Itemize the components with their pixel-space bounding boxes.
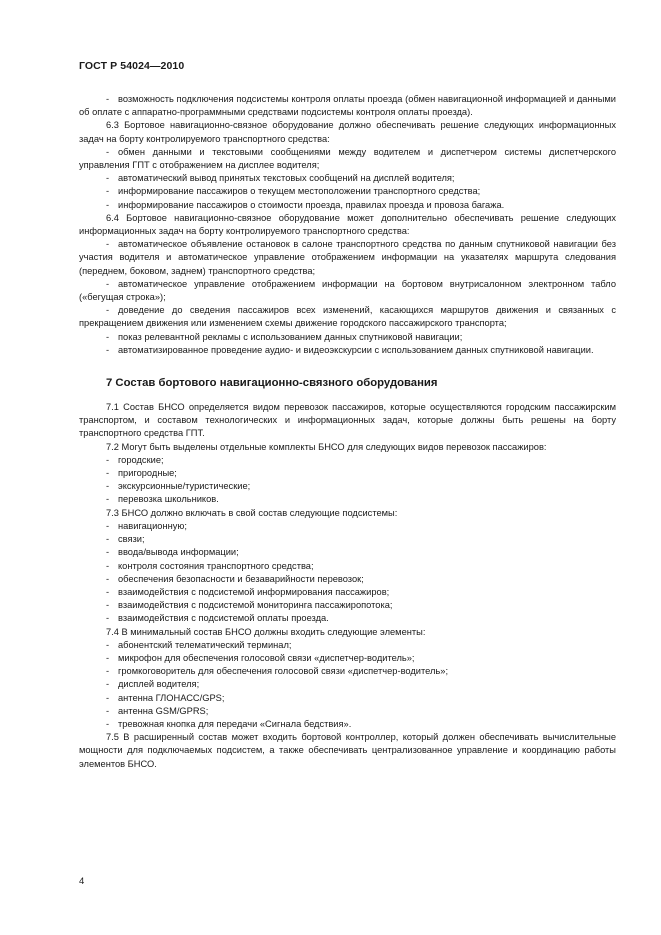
list-item [79,586,616,599]
list-dash: - [106,146,110,157]
list-item [79,533,616,546]
document-body [79,93,616,771]
list-dash: - [106,454,110,465]
list-dash: - [106,586,110,597]
paragraph-text: дисплей водителя; [118,679,200,690]
paragraph-text: 7.2 Могут быть выделены отдельные комплекты БНСО для следующих видов перевозок пассажиров: [106,441,547,452]
list-dash: - [106,331,110,342]
list-dash: - [106,534,110,545]
paragraph [79,731,616,771]
list-dash: - [106,305,110,316]
list-item [79,93,616,119]
list-dash: - [106,666,110,677]
paragraph-text: перевозка школьников. [118,494,219,505]
paragraph-text: ввода/вывода информации; [118,547,239,558]
page-number: 4 [79,876,85,887]
list-item [79,344,616,357]
list-dash: - [106,613,110,624]
paragraph-text: связи; [118,534,145,545]
paragraph-text: громкоговоритель для обеспечения голосовой связи «диспетчер-водитель»; [118,666,449,677]
list-item [79,718,616,731]
section-heading-text: 7 Состав бортового навигационно-связного оборудования [106,377,438,390]
list-dash: - [106,173,110,184]
paragraph-text: 6.3 Бортовое навигационно-связное оборудование должно обеспечивать решение следующих информационных задач на борту контролируемого транспортного средства: [79,120,616,144]
list-dash: - [106,679,110,690]
list-dash: - [106,705,110,716]
paragraph-text: взаимодействия с подсистемой мониторинга пассажиропотока; [118,600,393,611]
list-dash: - [106,573,110,584]
document-header: ГОСТ Р 54024—2010 [79,60,185,72]
paragraph-text: 7.3 БНСО должно включать в свой состав следующие подсистемы: [106,507,398,518]
paragraph-text: автоматическое управление отображением информации на бортовом внутрисалонном электронном табло («бегущая строка»); [79,278,616,303]
list-item [79,304,616,330]
list-dash: - [106,692,110,703]
paragraph-text: городские; [118,454,164,465]
list-dash: - [106,639,110,650]
list-item [79,520,616,533]
paragraph [79,507,616,520]
list-item [79,599,616,612]
list-dash: - [106,199,110,210]
paragraph-text: автоматизированное проведение аудио- и видеоэкскурсии с использованием данных спутниковой навигации. [118,344,594,355]
paragraph-text: показ релевантной рекламы с использованием данных спутниковой навигации; [118,331,463,342]
list-item [79,278,616,304]
list-item [79,665,616,678]
list-dash: - [106,600,110,611]
list-item [79,560,616,573]
paragraph-text: экскурсионные/туристические; [118,481,251,492]
paragraph-text: обмен данными и текстовыми сообщениями между водителем и диспетчером системы диспетчерского управления ГПТ с отображением на дисплее водителя; [79,146,616,171]
list-dash: - [106,239,110,250]
paragraph-text: обеспечения безопасности и безаварийности перевозок; [118,573,364,584]
paragraph-text: возможность подключения подсистемы контроля оплаты проезда (обмен навигационной информацией и данными об оплате с аппаратно-программными средствами подсистемы контроля оплаты проезда). [79,94,616,118]
list-dash: - [106,520,110,531]
paragraph-text: навигационную; [118,520,187,531]
paragraph-text: автоматическое объявление остановок в салоне транспортного средства по данным спутниковой навигации без участия водителя и автоматическое управление отображением информации на указателях маршрута следования (переднем, боковом, заднем) транспортного средства; [79,239,616,276]
list-item [79,573,616,586]
list-item [79,172,616,185]
list-item [79,652,616,665]
list-item [79,705,616,718]
paragraph-text: тревожная кнопка для передачи «Сигнала бедствия». [118,718,352,729]
list-item [79,146,616,172]
list-item [79,678,616,691]
paragraph-text: пригородные; [118,468,177,479]
list-dash: - [106,186,110,197]
paragraph-text: автоматический вывод принятых текстовых сообщений на дисплей водителя; [118,173,455,184]
list-item [79,493,616,506]
list-dash: - [106,494,110,505]
paragraph-text: антенна ГЛОНАСС/GPS; [118,692,225,703]
paragraph-text: 7.1 Состав БНСО определяется видом перевозок пассажиров, которые осуществляются городским пассажирским транспортом, и составом технологических и информационных задач, которые должны быть решены на борту транспортного средства ГПТ. [79,402,616,439]
paragraph-text: антенна GSM/GPRS; [118,705,209,716]
list-dash: - [106,344,110,355]
list-dash: - [106,547,110,558]
list-item [79,185,616,198]
paragraph-text: микрофон для обеспечения голосовой связи «диспетчер-водитель»; [118,652,415,663]
paragraph [79,212,616,238]
paragraph [79,401,616,441]
list-item [79,199,616,212]
list-dash: - [106,560,110,571]
list-item [79,331,616,344]
list-dash: - [106,278,110,289]
section-heading [79,376,616,390]
paragraph-text: взаимодействия с подсистемой информирования пассажиров; [118,586,390,597]
list-item [79,612,616,625]
paragraph-text: взаимодействия с подсистемой оплаты проезда. [118,613,329,624]
paragraph-text: информирование пассажиров о текущем местоположении транспортного средства; [118,186,481,197]
list-item [79,454,616,467]
list-dash: - [106,468,110,479]
paragraph-text: абонентский телематический терминал; [118,639,292,650]
list-dash: - [106,481,110,492]
list-item [79,480,616,493]
list-dash: - [106,652,110,663]
list-item [79,467,616,480]
paragraph-text: 7.5 В расширенный состав может входить бортовой контроллер, который должен обеспечивать вычислительные мощности для подключаемых подсистем, а также обеспечивать централизованное управление и координацию работы элементов БНСО. [79,732,616,769]
list-item [79,639,616,652]
paragraph-text: информирование пассажиров о стоимости проезда, правилах проезда и провоза багажа. [118,199,505,210]
list-item [79,238,616,278]
paragraph-text: 6.4 Бортовое навигационно-связное оборудование может дополнительно обеспечивать решение следующих информационных задач на борту контролируемого транспортного средства: [79,212,616,237]
paragraph-text: 7.4 В минимальный состав БНСО должны входить следующие элементы: [106,626,426,637]
paragraph-text: доведение до сведения пассажиров всех изменений, касающихся маршрутов движения и связанных с прекращением движения или изменением схемы движение городского пассажирского транспорта; [79,305,616,329]
paragraph [79,441,616,454]
paragraph [79,626,616,639]
paragraph [79,119,616,145]
list-dash: - [106,718,110,729]
list-item [79,546,616,559]
paragraph-text: контроля состояния транспортного средства; [118,560,314,571]
list-dash: - [106,94,110,104]
list-item [79,692,616,705]
